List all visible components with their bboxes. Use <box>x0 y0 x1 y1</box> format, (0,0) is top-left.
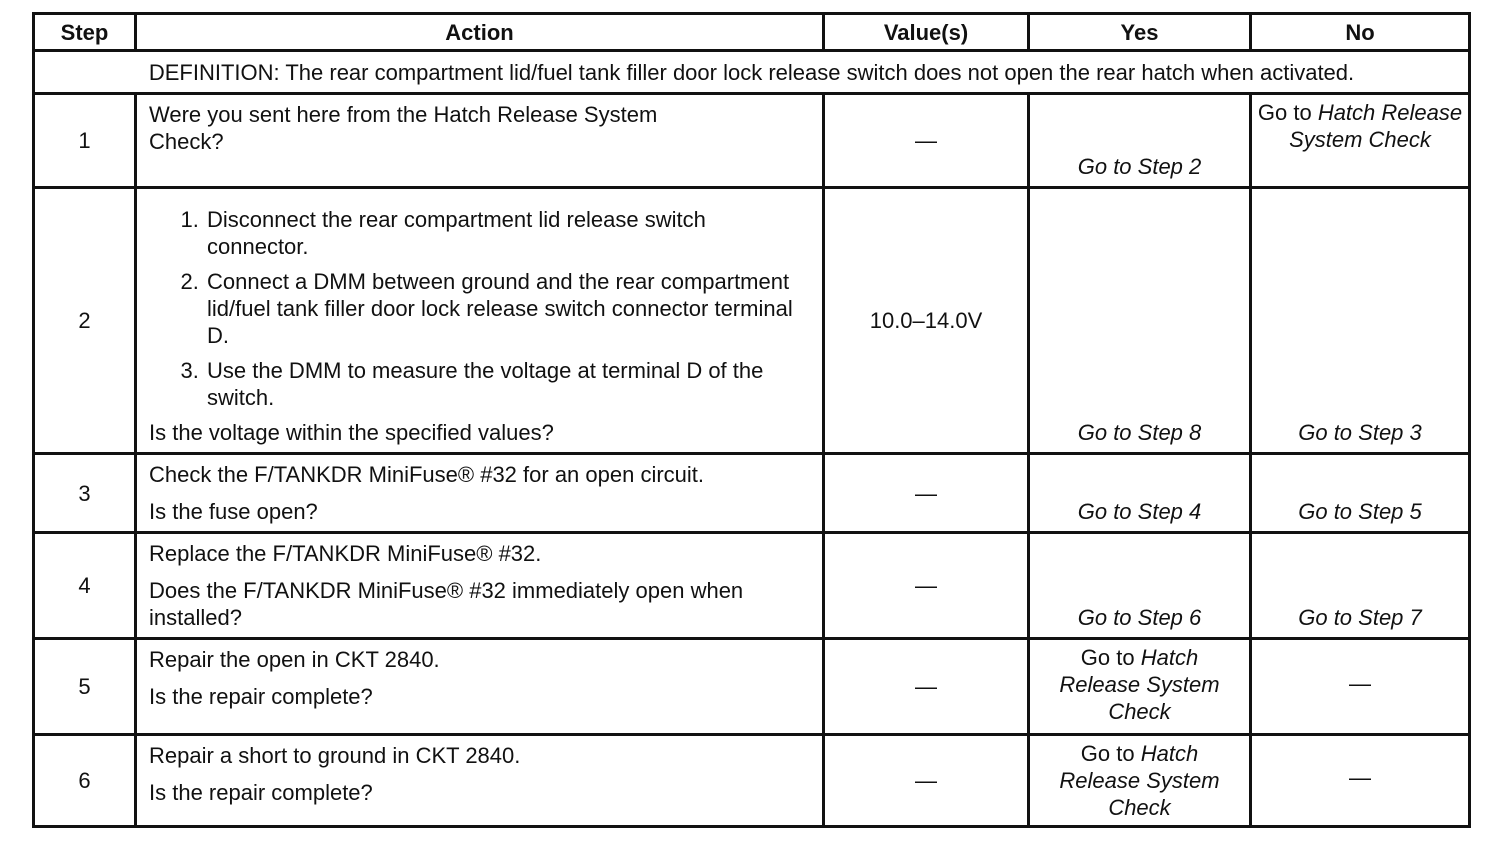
step-number: 2 <box>34 188 136 454</box>
action-text: Were you sent here from the Hatch Release System Check? <box>149 102 658 154</box>
no-cell <box>1251 188 1470 454</box>
table-row <box>34 639 1470 735</box>
header-no: No <box>1251 14 1470 51</box>
action-text: Repair the open in CKT 2840. <box>149 647 440 672</box>
action-question: Does the F/TANKDR MiniFuse® #32 immediately open when installed? <box>149 578 744 630</box>
action-cell <box>136 454 824 533</box>
yes-cell <box>1029 454 1251 533</box>
action-cell <box>136 533 824 639</box>
no-cell: — <box>1251 735 1470 827</box>
step-number: 4 <box>34 533 136 639</box>
no-cell <box>1251 94 1470 188</box>
value-cell: — <box>824 639 1029 735</box>
header-step: Step <box>34 14 136 51</box>
action-step: 2. Connect a DMM between ground and the rear compartment lid/fuel tank filler door lock release switch connector terminal D. <box>205 268 810 349</box>
definition-text: DEFINITION: The rear compartment lid/fuel tank filler door lock release switch does not open the rear hatch when activated. <box>34 51 1470 94</box>
no-goto: Go to Step 7 <box>1298 605 1422 630</box>
header-action: Action <box>136 14 824 51</box>
no-goto: Go to Step 5 <box>1298 499 1422 524</box>
value-cell: — <box>824 454 1029 533</box>
yes-goto: Go to Step 2 <box>1077 154 1202 179</box>
yes-goto: Go to Step 6 <box>1077 605 1202 630</box>
value-cell: — <box>824 735 1029 827</box>
table-row <box>34 94 1470 188</box>
header-values: Value(s) <box>824 14 1029 51</box>
diagnostic-table <box>32 12 1471 828</box>
no-cell <box>1251 533 1470 639</box>
diagnostic-table-sheet <box>32 12 1468 828</box>
action-question: Is the fuse open? <box>149 499 318 524</box>
action-steps-list <box>149 206 810 411</box>
step-number: 5 <box>34 639 136 735</box>
yes-goto-target: Hatch Release System Check <box>1059 741 1220 820</box>
action-text: Check the F/TANKDR MiniFuse® #32 for an open circuit. <box>149 462 705 487</box>
yes-cell <box>1029 188 1251 454</box>
action-cell <box>136 94 824 188</box>
header-yes: Yes <box>1029 14 1251 51</box>
yes-goto: Go to Step 4 <box>1077 499 1202 524</box>
action-question: Is the repair complete? <box>149 684 373 709</box>
table-row <box>34 188 1470 454</box>
yes-cell <box>1029 533 1251 639</box>
action-cell <box>136 188 824 454</box>
step-number: 1 <box>34 94 136 188</box>
action-step: 1. Disconnect the rear compartment lid release switch connector. <box>205 206 810 260</box>
action-text: Replace the F/TANKDR MiniFuse® #32. <box>149 541 542 566</box>
action-cell <box>136 735 824 827</box>
no-goto: Go to Step 3 <box>1298 420 1422 445</box>
yes-goto <box>1055 740 1225 821</box>
action-question: Is the repair complete? <box>149 780 373 805</box>
table-row <box>34 533 1470 639</box>
value-cell: — <box>824 94 1029 188</box>
action-question: Is the voltage within the specified values? <box>149 420 554 445</box>
action-text: Repair a short to ground in CKT 2840. <box>149 743 521 768</box>
action-step: 3. Use the DMM to measure the voltage at terminal D of the switch. <box>205 357 810 411</box>
step-number: 6 <box>34 735 136 827</box>
value-cell: — <box>824 533 1029 639</box>
no-cell: — <box>1251 639 1470 735</box>
step-number: 3 <box>34 454 136 533</box>
yes-cell <box>1029 735 1251 827</box>
table-row <box>34 735 1470 827</box>
no-goto-prefix: Go to <box>1257 100 1312 125</box>
value-cell: 10.0–14.0V <box>824 188 1029 454</box>
definition-row <box>34 51 1470 94</box>
yes-cell <box>1029 94 1251 188</box>
header-row <box>34 14 1470 51</box>
no-cell <box>1251 454 1470 533</box>
yes-goto-prefix: Go to <box>1080 741 1135 766</box>
yes-goto <box>1055 644 1225 725</box>
yes-goto-prefix: Go to <box>1080 645 1135 670</box>
yes-goto-target: Hatch Release System Check <box>1059 645 1220 724</box>
no-goto-target: Hatch Release System Check <box>1289 100 1463 152</box>
yes-cell <box>1029 639 1251 735</box>
yes-goto: Go to Step 8 <box>1077 420 1202 445</box>
no-goto <box>1252 99 1468 153</box>
action-cell <box>136 639 824 735</box>
table-row <box>34 454 1470 533</box>
